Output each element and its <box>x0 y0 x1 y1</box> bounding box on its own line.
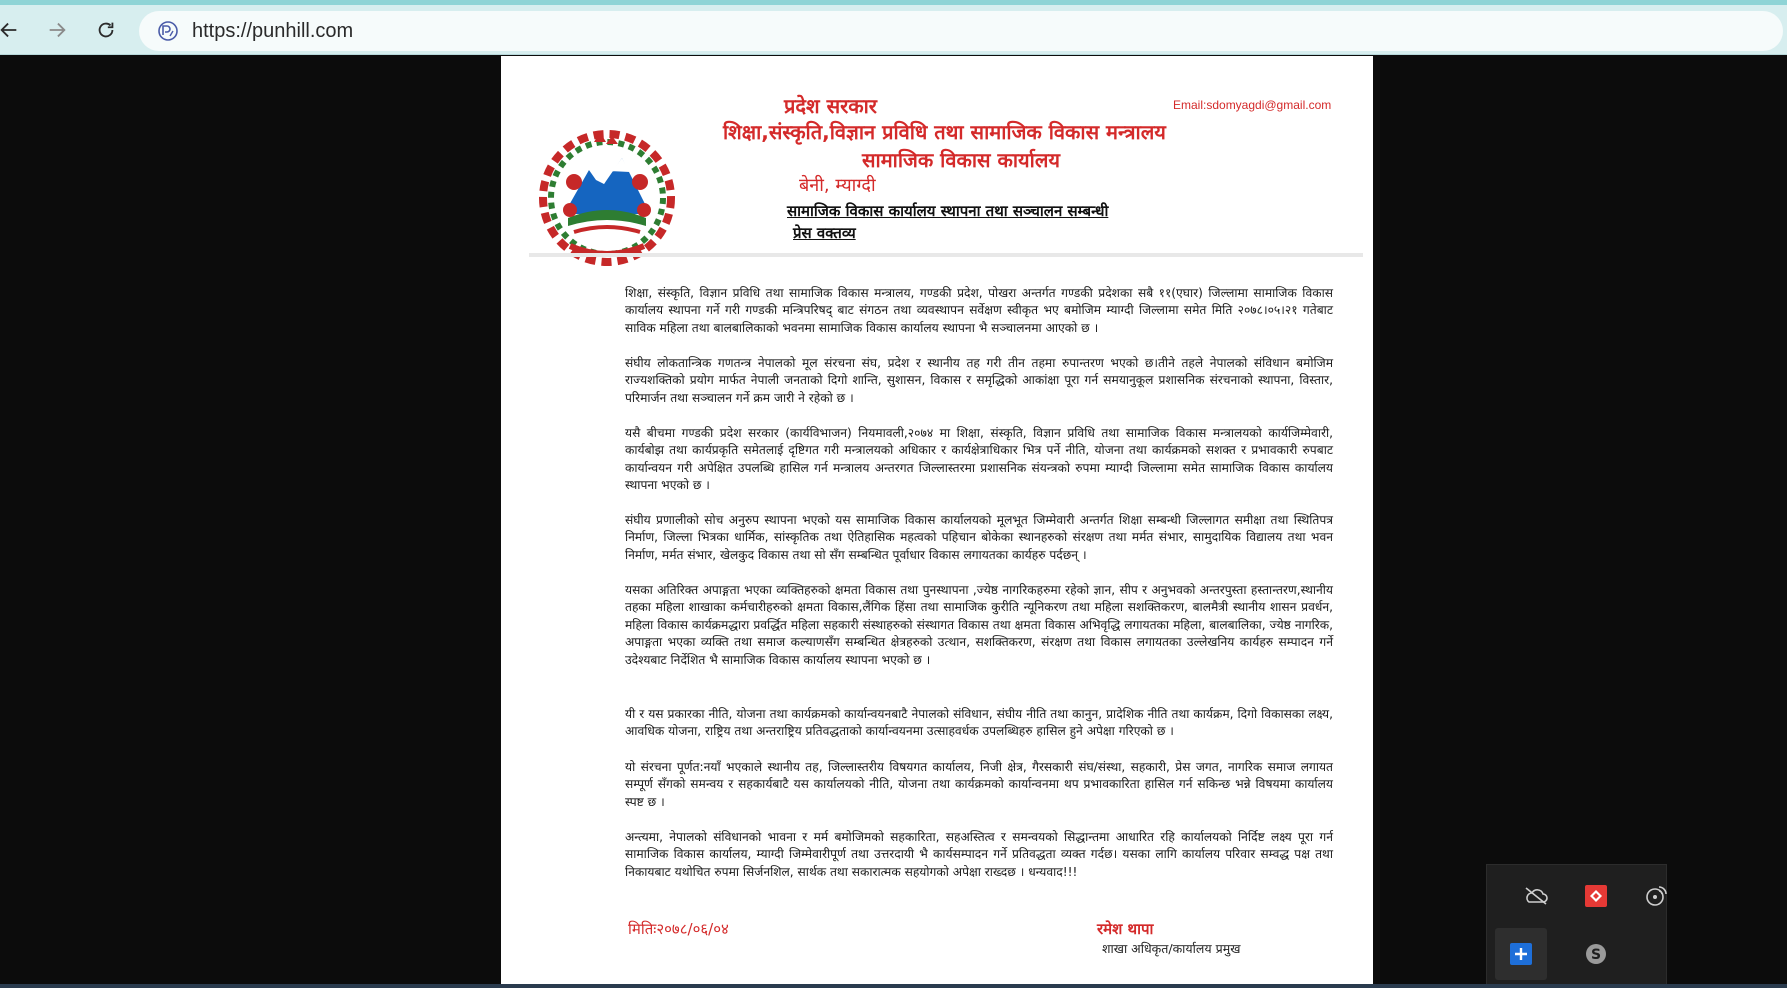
browser-toolbar <box>0 5 1787 55</box>
paragraph-4: संघीय प्रणालीको सोच अनुरुप स्थापना भएको यस सामाजिक विकास कार्यालयको मूलभूत जिम्मेवारी अन्तर्गत शिक्षा सम्बन्धी जिल्लागत समीक्षा तथा स्थितिपत्र निर्माण, जिल्ला भित्रका धार्मिक, सांस्कृतिक तथा ऐतिहासिक महत्वको पहिचान बोकेका स्थानहरुको संरक्षण तथा मर्मत संभार, सामुदायिक विद्यालय तथा भवन निर्माण, मर्मत संभार, खेलकुद विकास तथा सो सँग सम्बन्धित पूर्वाधार विकास लगायतका कार्यहरु पर्दछन् । <box>625 513 1333 562</box>
add-icon[interactable] <box>1495 928 1547 980</box>
back-arrow-icon[interactable] <box>0 15 24 45</box>
paragraph-2: संघीय लोकतान्त्रिक गणतन्त्र नेपालको मूल संरचना संघ, प्रदेश र स्थानीय तह गरी तीन तहमा रुपान्तरण भएको छ।तीने तहले नेपालको संविधान बमोजिम राज्यशक्तिको प्रयोग मार्फत नेपाली जनताको दिगो शान्ति, सुशासन, विकास र समृद्धिको आकांक्षा पूरा गर्न समयानुकूल प्रशासनिक संरचनाको स्थापना, विस्तार, परिमार्जन तथा सञ्चालन गर्ने क्रम जारी ने रहेको छ । <box>625 356 1333 405</box>
signer-name: रमेश थापा <box>1097 920 1154 938</box>
header-divider <box>529 253 1363 257</box>
taskbar-edge <box>0 984 1787 988</box>
document-viewer <box>0 56 1787 988</box>
reload-icon[interactable] <box>91 15 121 45</box>
press-release-page <box>501 56 1373 984</box>
header-location: बेनी, म्याग्दी <box>799 175 876 196</box>
header-office: सामाजिक विकास कार्यालय <box>862 148 1060 172</box>
subject-line-2: प्रेस वक्तव्य <box>793 224 856 242</box>
paragraph-1: शिक्षा, संस्कृति, विज्ञान प्रविधि तथा सामाजिक विकास मन्त्रालय, गण्डकी प्रदेश, पोखरा अन्तर्गत गण्डकी प्रदेशका सबै ११(एघार) जिल्लामा सामाजिक विकास कार्यालय स्थापना गर्ने गरी गण्डकी मन्त्रिपरिषद् बाट संगठन तथा व्यवस्थापन सर्वेक्षण स्वीकृत भए बमोजिम म्याग्दी जिल्लामा समेत मिति २०७८।०५।२१ गतेबाट साविक महिला तथा बालबालिकाको भवनमा सामाजिक विकास कार्यालय स्थापना भै सञ्चालनमा आएको छ । <box>625 286 1333 335</box>
paragraph-5: यसका अतिरिक्त अपाङ्गता भएका व्यक्तिहरुको क्षमता विकास तथा पुनस्थापना ,ज्येष्ठ नागरिकहरुमा रहेको ज्ञान, सीप र अनुभवको अन्तरपुस्ता हस्तान्तरण,स्थानीय तहका महिला शाखाका कर्मचारीहरुको क्षमता विकास,लैंगिक हिंसा तथा सामाजिक कुरीति न्यूनिकरण तथा महिला सशक्तिकरण, बालमैत्री स्थानीय शासन प्रवर्धन, महिला विकास कार्यक्रमद्धारा प्रवर्द्धित महिला सहकारी संस्थाहरुको संस्थागत विकास तथा क्षमता विकास अभिवृद्धि लगायतका महिला, बालबालिका, ज्येष्ठ नागरिक, अपाङ्गता भएका व्यक्ति तथा समाज कल्याणसँग सम्बन्धित क्षेत्रहरुको उत्थान, सशक्तिकरण, संरक्षण तथा विकास लगायतका उल्लेखनिय कार्यहरु सम्पादन गर्ने उदेश्यबाट निर्देशित भै सामाजिक विकास कार्यालय स्थापना भएको छ । <box>625 583 1333 667</box>
skype-icon[interactable] <box>1576 934 1616 974</box>
onedrive-offline-icon[interactable] <box>1516 876 1556 916</box>
paragraph-8: अन्त्यमा, नेपालको संविधानको भावना र मर्म बमोजिमको सहकारिता, सहअस्तित्व र समन्वयको सिद्धान्तमा आधारित रहि कार्यालयको निर्दिष्ट लक्ष्य पूरा गर्न सामाजिक विकास कार्यालय, म्याग्दी जिम्मेवारीपूर्ण तथा उत्तरदायी भै कार्यसम्पादन गर्ने प्रतिवद्धता व्यक्त गर्दछ। यसका लागि कार्यालय परिवार सम्वद्ध पक्ष तथा निकायबाट यथोचित रुपमा सिर्जनशिल, सार्थक तथा सकारात्मक सहयोगको अपेक्षा राख्दछ । धन्यवाद!!! <box>625 830 1333 879</box>
paragraph-3: यसै बीचमा गण्डकी प्रदेश सरकार (कार्यविभाजन) नियमावली,२०७४ मा शिक्षा, संस्कृति, विज्ञान प्रविधि तथा सामाजिक विकास मन्त्रालयको कार्यजिम्मेवारी, कार्यबोझ तथा कार्यप्रकृति समेतलाई दृष्टिगत गरी मन्त्रालयको अधिकार र कार्यक्षेत्राधिकार भित्र पर्ने नीति, योजना तथा कार्यक्रमको सशक्त र प्रभावकारी रुपबाट कार्यान्वयन गरी अपेक्षित उपलब्धि हासिल गर्न मन्त्रालय अन्तरगत जिल्लास्तरमा प्रशासनिक संयन्त्रको रुपमा म्याग्दी जिल्लामा समेत सामाजिक विकास कार्यालय स्थापना भएको छ । <box>625 426 1333 493</box>
remote-connection-icon[interactable] <box>1636 876 1676 916</box>
header-province-government: प्रदेश सरकार <box>784 94 877 118</box>
site-favicon-icon <box>156 19 180 43</box>
nepal-emblem-icon <box>534 122 680 272</box>
paragraph-6: यी र यस प्रकारका नीति, योजना तथा कार्यक्रमको कार्यान्वयनबाटै नेपालको संविधान, संघीय नीति तथा कानुन, प्रादेशिक नीति तथा कार्यक्रम, दिगो विकासका लक्ष्य, आवधिक योजना, राष्ट्रिय तथा अन्तराष्ट्रिय प्रतिवद्धताको कार्यान्वयनमा उत्साहवर्धक उपलब्धिहरु हासिल हुने अपेक्षा गरिएको छ । <box>625 707 1333 739</box>
forward-arrow-icon[interactable] <box>42 15 72 45</box>
anydesk-icon[interactable] <box>1576 876 1616 916</box>
signer-title: शाखा अधिकृत/कार्यालय प्रमुख <box>1102 941 1241 956</box>
svg-text:S: S <box>1590 947 1602 963</box>
header-ministry: शिक्षा,संस्कृति,विज्ञान प्रविधि तथा सामाजिक विकास मन्त्रालय <box>723 120 1166 144</box>
subject-line-1: सामाजिक विकास कार्यालय स्थापना तथा सञ्चालन सम्बन्धी <box>787 202 1109 220</box>
system-tray-overflow <box>1486 864 1667 988</box>
url-text[interactable]: https://punhill.com <box>192 19 354 42</box>
paragraph-7: यो संरचना पूर्णत:नयाँ भएकाले स्थानीय तह, जिल्लास्तरीय विषयगत कार्यालय, निजी क्षेत्र, गैरसकारी संघ/संस्था, सहकारी, प्रेस जगत, नागरिक समाज लगायत सम्पूर्ण सँगको समन्वय र सहकार्यबाटै यस कार्यालयको नीति, योजना तथा कार्यक्रमको कार्यान्वनमा थप प्रभावकारिता हासिल गर्न सकिन्छ भन्ने विषयमा कार्यालय स्पष्ट छ । <box>625 760 1333 809</box>
address-bar[interactable] <box>139 11 1783 51</box>
email-address: Email:sdomyagdi@gmail.com <box>1173 98 1332 112</box>
letter-date: मितिः२०७८/०६/०४ <box>628 920 729 938</box>
